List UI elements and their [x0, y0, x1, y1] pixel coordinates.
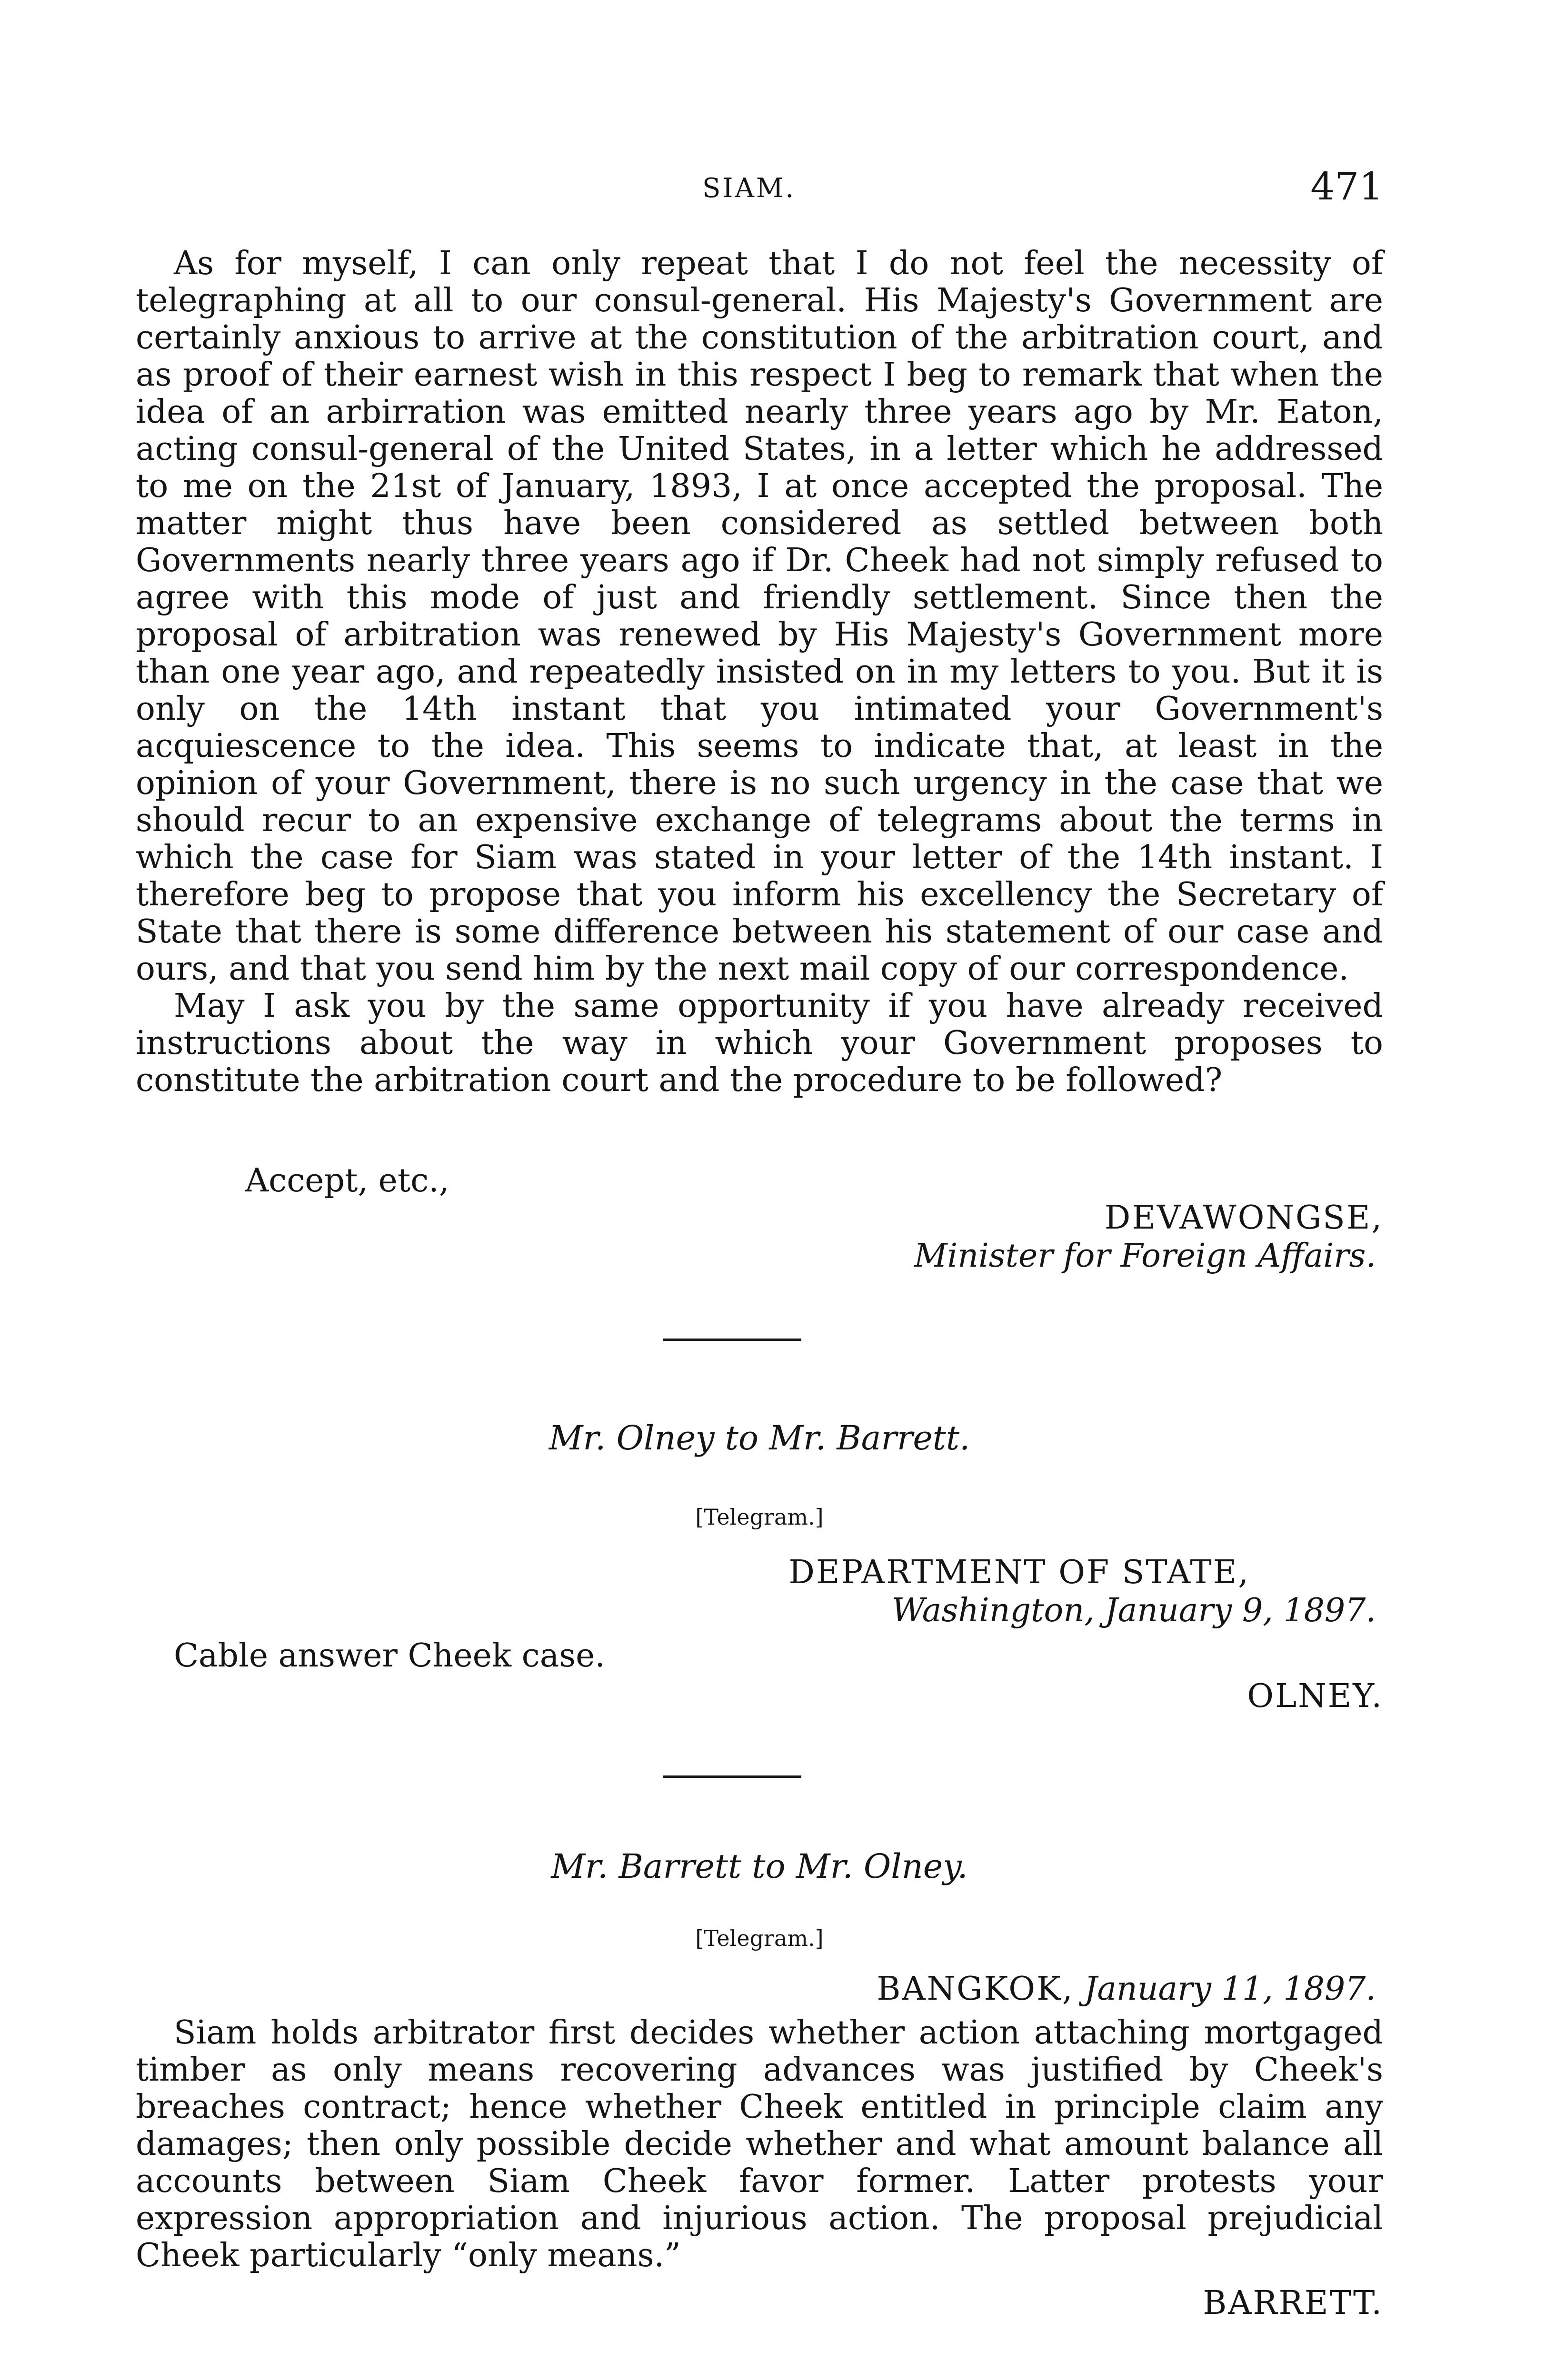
section-divider [663, 1775, 801, 1778]
page-number: 471 [1310, 164, 1383, 208]
section-2-body [136, 2014, 1383, 2274]
section-2-signature: BARRETT. [1203, 2284, 1383, 2322]
section-divider [663, 1339, 801, 1341]
section-1-signature: OLNEY. [1247, 1677, 1383, 1715]
letter-signature: DEVAWONGSE, [1104, 1199, 1383, 1237]
section-2-message: Siam holds arbitrator first decides whether action attaching mortgaged timber as only means recovering advances was justified by Cheek's breaches contract; hence whether Cheek entitled in principle claim any damages; then only possible decide whether and what amount balance all accounts between Siam Cheek favor former. Latter protests your expression appropriation and injurious action. The proposal prejudicial Cheek particularly “only means.” [136, 2014, 1383, 2274]
running-head-title: SIAM. [702, 173, 796, 204]
section-1-telegram-note: [Telegram.] [695, 1504, 824, 1530]
section-2-heading: Mr. Barrett to Mr. Olney. [551, 1847, 968, 1886]
letter-signature-title: Minister for Foreign Affairs. [914, 1237, 1376, 1275]
section-1-heading: Mr. Olney to Mr. Barrett. [549, 1418, 970, 1458]
section-2-date: January 11, 1897. [1084, 1970, 1376, 2008]
document-page [136, 0, 1383, 2380]
running-head [136, 164, 1383, 207]
section-1-message: Cable answer Cheek case. [174, 1637, 606, 1675]
letter-body [136, 245, 1383, 1099]
section-1-place-date: Washington, January 9, 1897. [891, 1592, 1376, 1629]
letter-closing: Accept, etc., [245, 1162, 449, 1200]
section-2-telegram-note: [Telegram.] [695, 1925, 824, 1951]
section-1-from: DEPARTMENT OF STATE, [788, 1554, 1250, 1591]
section-2-place: BANGKOK, [877, 1970, 1074, 2008]
letter-paragraph-2: May I ask you by the same opportunity if you have already received instructions about the way in which your Government proposes to constitute the arbitration court and the procedure to be followed? [136, 987, 1383, 1099]
section-2-place-date [877, 1971, 1376, 2008]
letter-paragraph-1: As for myself, I can only repeat that I do not feel the necessity of telegraphing at all to our consul-general. His Majesty's Government are certainly anxious to arrive at the constitution of the arbitration court, and as proof of their earnest wish in this respect I beg to remark that when the idea of an arbirration was emitted nearly three years ago by Mr. Eaton, acting consul-general of the United States, in a letter which he addressed to me on the 21st of January, 1893, I at once accepted the proposal. The matter might thus have been considered as settled between both Governments nearly three years ago if Dr. Cheek had not simply refused to agree with this mode of just and friendly settlement. Since then the proposal of arbitration was renewed by His Majesty's Government more than one year ago, and repeatedly insisted on in my letters to you. But it is only on the 14th instant that you intimated your Government's acquiescence to the idea. This seems to indicate that, at least in the opinion of your Government, there is no such urgency in the case that we should recur to an expensive exchange of telegrams about the terms in which the case for Siam was stated in your letter of the 14th instant. I therefore beg to propose that you inform his excellency the Secretary of State that there is some difference between his statement of our case and ours, and that you send him by the next mail copy of our correspondence. [136, 245, 1383, 988]
